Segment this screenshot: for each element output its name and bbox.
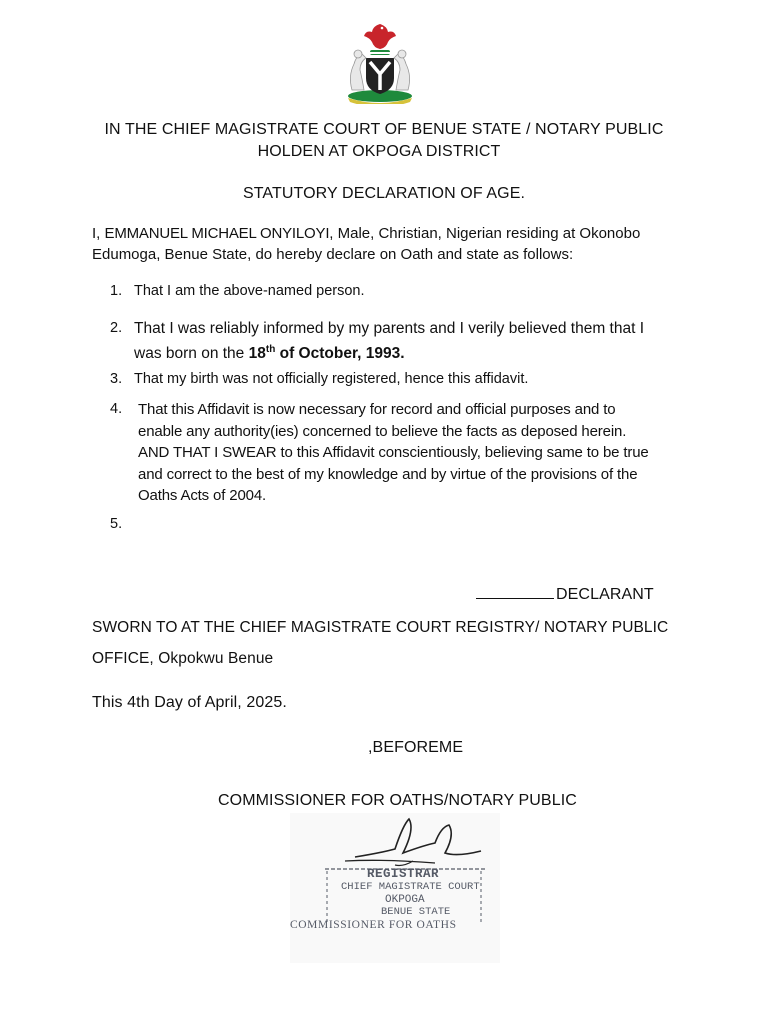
list-number: 1. <box>110 283 123 299</box>
list-number: 2. <box>110 320 123 336</box>
commissioner-title: COMMISSIONER FOR OATHS/NOTARY PUBLIC <box>218 792 577 809</box>
birth-date-prefix: was born on the <box>134 345 249 363</box>
stamp-line-5: COMMISSIONER FOR OATHS <box>290 919 457 931</box>
list-item-3 <box>110 371 720 391</box>
declarant-name: EMMANUEL MICHAEL ONYILOYI <box>104 225 330 242</box>
birth-day-suffix: th <box>265 344 276 355</box>
coat-of-arms-icon <box>330 18 430 104</box>
list-number: 5. <box>110 516 123 532</box>
list-item-2 <box>110 318 720 364</box>
before-me: ,BEFOREME <box>368 739 464 756</box>
stamp-line-1: REGISTRAR <box>367 867 440 881</box>
sworn-line-1: SWORN TO AT THE CHIEF MAGISTRATE COURT REGISTRY/ NOTARY PUBLIC <box>92 619 669 636</box>
intro-line-2: Edumoga, Benue State, do hereby declare on Oath and state as follows: <box>92 246 574 263</box>
list-text-line: AND THAT I SWEAR to this Affidavit conscientiously, believing same to be true <box>138 444 649 461</box>
birth-day: 18 <box>248 345 266 363</box>
list-number: 4. <box>110 401 123 417</box>
court-heading-line-1: IN THE CHIEF MAGISTRATE COURT OF BENUE STATE / NOTARY PUBLIC <box>104 121 664 138</box>
birth-date <box>249 345 405 362</box>
list-text-line: That this Affidavit is now necessary for record and official purposes and to <box>138 401 616 418</box>
list-text-line: enable any authority(ies) concerned to believe the facts as deposed herein. <box>138 422 627 440</box>
court-heading-line-2: HOLDEN AT OKPOGA DISTRICT <box>257 143 501 160</box>
declarant-signature-line <box>476 584 654 606</box>
sworn-line-2: OFFICE, Okpokwu Benue <box>92 650 274 667</box>
list-text-line-2 <box>134 339 720 364</box>
official-stamp <box>285 805 505 975</box>
intro-paragraph <box>92 223 732 265</box>
signature-blank <box>476 586 554 599</box>
intro-line-1 <box>92 223 732 244</box>
list-item-1 <box>110 283 720 303</box>
sworn-date: This 4th Day of April, 2025. <box>92 694 287 711</box>
list-item-4 <box>110 399 720 509</box>
list-item-5 <box>110 516 720 536</box>
intro-line-1-rest: , Male, Christian, Nigerian residing at Okonobo <box>329 225 641 242</box>
declarant-label: DECLARANT <box>556 586 654 603</box>
stamp-line-3: OKPOGA <box>385 894 425 906</box>
intro-prefix: I, <box>92 225 105 242</box>
birth-month-year: of October, 1993. <box>275 345 405 363</box>
list-number: 3. <box>110 371 123 387</box>
list-text-line: and correct to the best of my knowledge and by virtue of the provisions of the <box>138 465 638 483</box>
list-text: That my birth was not officially registered, hence this affidavit. <box>134 371 529 387</box>
list-text: That I am the above-named person. <box>134 283 365 299</box>
stamp-line-4: BENUE STATE <box>381 906 451 918</box>
list-text-line-1: That I was reliably informed by my parents and I verily believed them that I <box>134 320 645 337</box>
stamp-line-2: CHIEF MAGISTRATE COURT <box>341 881 480 893</box>
list-text-line: Oaths Acts of 2004. <box>138 487 267 504</box>
document-title: STATUTORY DECLARATION OF AGE. <box>242 185 526 202</box>
